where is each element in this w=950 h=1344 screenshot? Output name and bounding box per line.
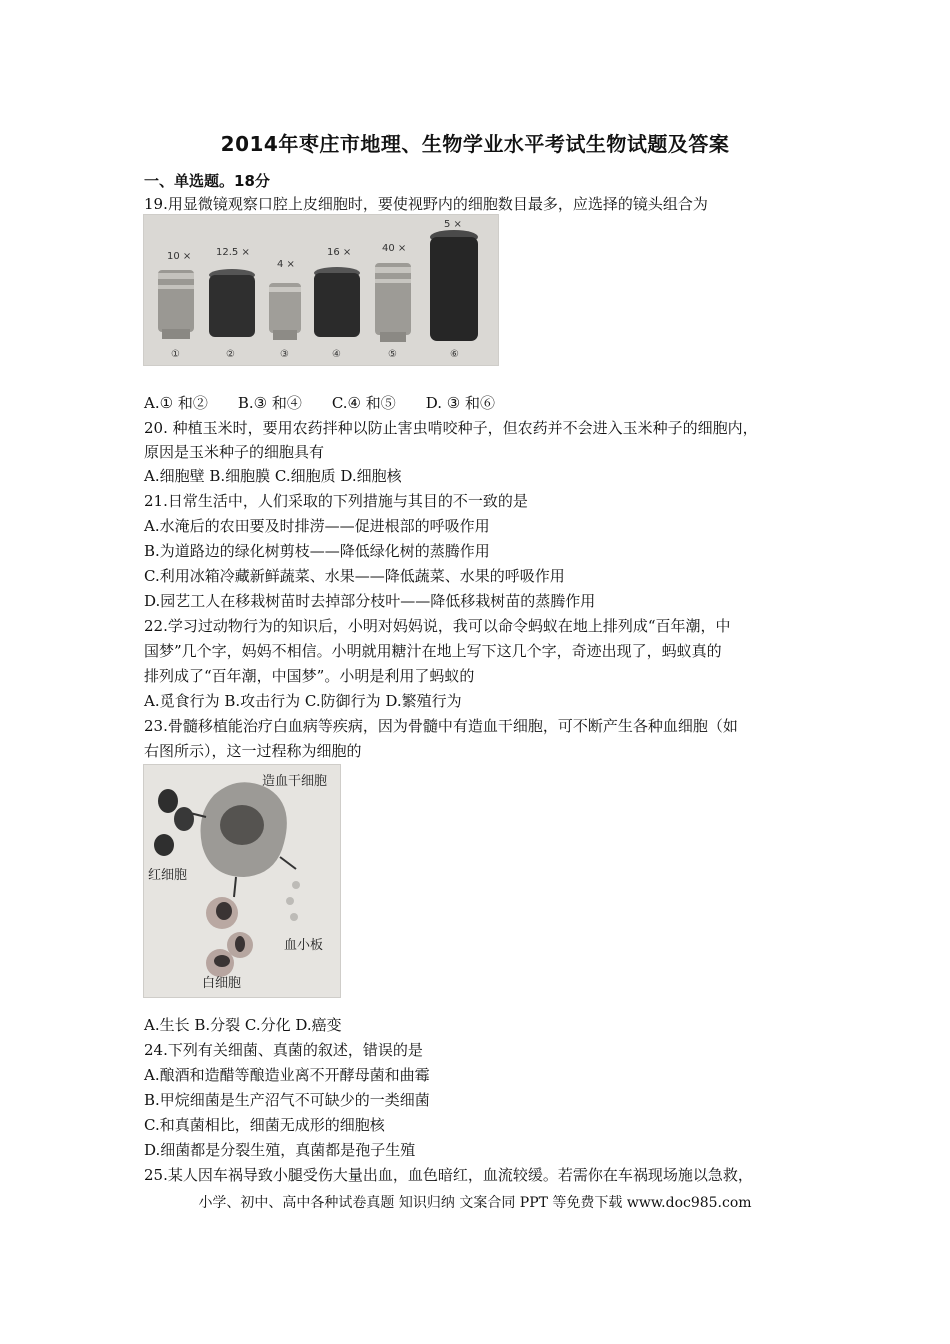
q20-line-1: 20. 种植玉米时，要用农药拌种以防止害虫啃咬种子，但农药并不会进入玉米种子的细胞内， bbox=[144, 419, 758, 437]
lens-6-number: ⑥ bbox=[450, 349, 459, 360]
q21-option-a: A.水淹后的农田要及时排涝——促进根部的呼吸作用 bbox=[144, 517, 490, 535]
red-cell-2 bbox=[174, 807, 194, 831]
q22-options: A.觅食行为 B.攻击行为 C.防御行为 D.繁殖行为 bbox=[144, 692, 462, 710]
lens-6 bbox=[430, 230, 478, 341]
lens-illustration bbox=[144, 215, 498, 365]
lens-4-mag: 16 × bbox=[327, 247, 352, 258]
q24-option-a: A.酿酒和造醋等酿造业离不开酵母菌和曲霉 bbox=[144, 1066, 430, 1084]
q20-options: A.细胞壁 B.细胞膜 C.细胞质 D.细胞核 bbox=[144, 467, 402, 485]
platelet-3 bbox=[290, 913, 298, 921]
blood-cell-figure bbox=[143, 764, 341, 998]
lens-4 bbox=[314, 267, 360, 337]
q24-option-b: B.甲烷细菌是生产沼气不可缺少的一类细菌 bbox=[144, 1091, 430, 1109]
label-red-cell: 红细胞 bbox=[148, 868, 188, 883]
red-cell-1 bbox=[158, 789, 178, 813]
section-heading: 一、单选题。18分 bbox=[144, 172, 270, 190]
lens-4-number: ④ bbox=[332, 349, 341, 360]
lens-2 bbox=[209, 269, 255, 337]
lens-1 bbox=[158, 270, 194, 339]
lens-1-number: ① bbox=[171, 349, 180, 360]
label-platelet: 血小板 bbox=[284, 938, 324, 953]
q21-option-d: D.园艺工人在移栽树苗时去掉部分枝叶——降低移栽树苗的蒸腾作用 bbox=[144, 592, 596, 610]
lens-5 bbox=[375, 263, 411, 342]
label-stem-cell: 造血干细胞 bbox=[262, 774, 328, 789]
lens-figure bbox=[143, 214, 499, 366]
q21-option-c: C.利用冰箱冷藏新鲜蔬菜、水果——降低蔬菜、水果的呼吸作用 bbox=[144, 567, 565, 585]
red-cell-3 bbox=[154, 834, 174, 856]
label-white-cell: 白细胞 bbox=[202, 976, 242, 991]
platelet-1 bbox=[292, 881, 300, 889]
q22-line-3: 排列成了“百年潮，中国梦”。小明是利用了蚂蚁的 bbox=[144, 667, 475, 685]
q23-line-2: 右图所示），这一过程称为细胞的 bbox=[144, 742, 362, 760]
q21-option-b: B.为道路边的绿化树剪枝——降低绿化树的蒸腾作用 bbox=[144, 542, 490, 560]
stem-cell-shape bbox=[201, 782, 287, 877]
blood-cell-illustration bbox=[144, 765, 340, 997]
q19-stem: 19.用显微镜观察口腔上皮细胞时，要使视野内的细胞数目最多，应选择的镜头组合为 bbox=[144, 195, 708, 213]
q22-line-1: 22.学习过动物行为的知识后，小明对妈妈说，我可以命令蚂蚁在地上排列成“百年潮，中 bbox=[144, 617, 731, 635]
q21-stem: 21.日常生活中，人们采取的下列措施与其目的不一致的是 bbox=[144, 492, 528, 510]
q24-stem: 24.下列有关细菌、真菌的叙述，错误的是 bbox=[144, 1041, 423, 1059]
lens-5-mag: 40 × bbox=[382, 243, 407, 254]
lens-6-mag: 5 × bbox=[444, 219, 462, 230]
page-title: 2014年枣庄市地理、生物学业水平考试生物试题及答案 bbox=[220, 132, 730, 156]
q23-line-1: 23.骨髓移植能治疗白血病等疾病，因为骨髓中有造血干细胞，可不断产生各种血细胞（如 bbox=[144, 717, 738, 735]
lens-3-number: ③ bbox=[280, 349, 289, 360]
lens-3 bbox=[269, 283, 301, 340]
q19-options: A.① 和② B.③ 和④ C.④ 和⑤ D. ③ 和⑥ bbox=[144, 394, 495, 412]
lens-2-mag: 12.5 × bbox=[216, 247, 250, 258]
lens-5-number: ⑤ bbox=[388, 349, 397, 360]
platelet-2 bbox=[286, 897, 294, 905]
q20-line-2: 原因是玉米种子的细胞具有 bbox=[144, 443, 325, 461]
lens-1-mag: 10 × bbox=[167, 251, 192, 262]
lens-2-number: ② bbox=[226, 349, 235, 360]
page-footer: 小学、初中、高中各种试卷真题 知识归纳 文案合同 PPT 等免费下载 www.doc985.com bbox=[198, 1195, 752, 1211]
q22-line-2: 国梦”几个字，妈妈不相信。小明就用糖汁在地上写下这几个字，奇迹出现了，蚂蚁真的 bbox=[144, 642, 722, 660]
lens-3-mag: 4 × bbox=[277, 259, 295, 270]
q23-options: A.生长 B.分裂 C.分化 D.癌变 bbox=[144, 1016, 342, 1034]
q25-line-1: 25.某人因车祸导致小腿受伤大量出血，血色暗红，血流较缓。若需你在车祸现场施以急救， bbox=[144, 1166, 753, 1184]
q24-option-d: D.细菌都是分裂生殖，真菌都是孢子生殖 bbox=[144, 1141, 416, 1159]
q24-option-c: C.和真菌相比，细菌无成形的细胞核 bbox=[144, 1116, 385, 1134]
